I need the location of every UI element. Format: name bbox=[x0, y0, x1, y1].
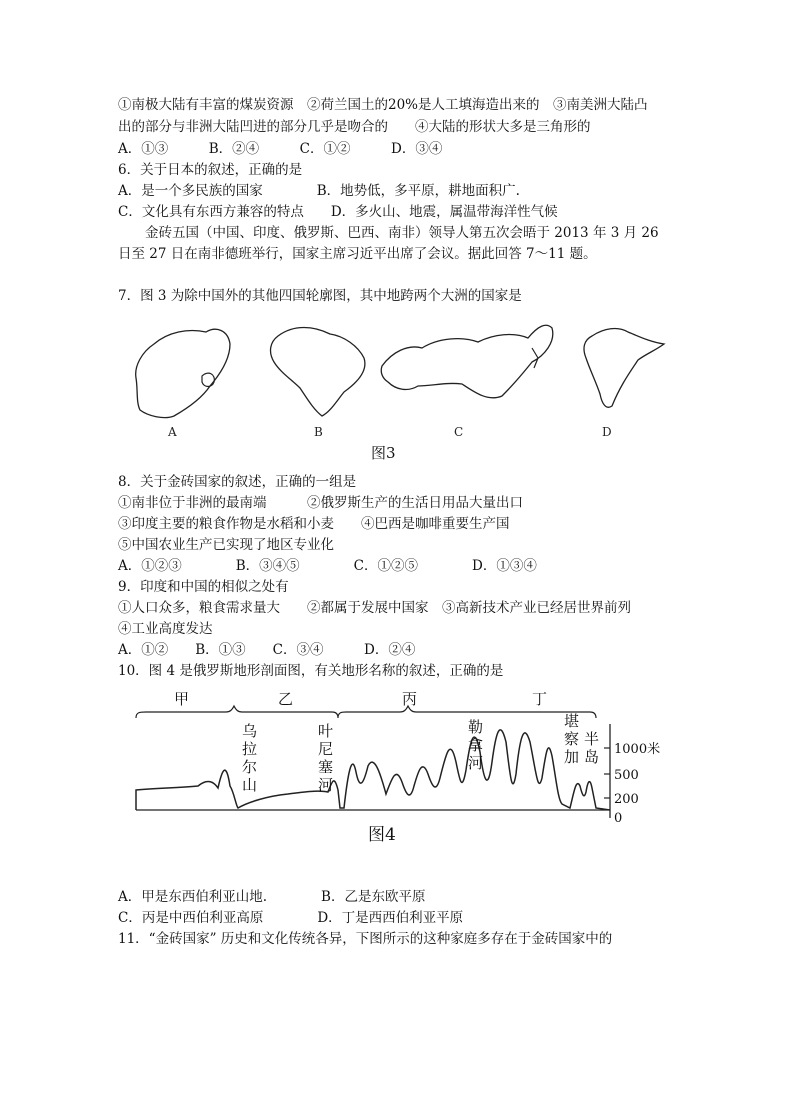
q10-stem: 10．图 4 是俄罗斯地形剖面图，有关地形名称的叙述，正确的是 bbox=[118, 663, 504, 679]
russia-outline bbox=[381, 325, 553, 398]
lena-label-char1: 勒 bbox=[468, 718, 484, 736]
fig3-label-c: C bbox=[454, 425, 464, 439]
q5-options: A．①③ B．②④ C．①② D．③④ bbox=[118, 141, 443, 157]
q6-options-ab: A．是一个多民族的国家 B．地势低，多平原，耕地面积广. bbox=[118, 183, 520, 199]
kamchatka-label-b-char2: 岛 bbox=[584, 748, 600, 766]
q8-statements-line2: ③印度主要的粮食作物是水稻和小麦 ④巴西是咖啡重要生产国 bbox=[118, 516, 510, 532]
lena-label-char3: 河 bbox=[468, 754, 484, 772]
q9-options: A．①② B．①③ C．③④ D．②④ bbox=[118, 642, 416, 658]
fig3-caption: 图3 bbox=[371, 444, 396, 462]
q9-statements-line2: ④工业高度发达 bbox=[118, 621, 213, 637]
region-label-yi: 乙 bbox=[278, 690, 294, 708]
lesotho-outline bbox=[202, 373, 214, 386]
q10-options-ab: A．甲是东西伯利亚山地. B．乙是东欧平原 bbox=[118, 889, 426, 905]
kamchatka-label-b-char1: 半 bbox=[584, 730, 600, 748]
region-label-ding: 丁 bbox=[532, 690, 548, 708]
q5-statements-line1: ①南极大陆有丰富的煤炭资源 ②荷兰国土的20%是人工填海造出来的 ③南美洲大陆凸 bbox=[118, 97, 648, 113]
q6-stem: 6．关于日本的叙述，正确的是 bbox=[118, 162, 303, 178]
yenisei-label-char4: 河 bbox=[318, 776, 334, 794]
russia-island-sakhalin bbox=[532, 348, 538, 368]
brazil-outline bbox=[271, 328, 365, 417]
kamchatka-label-a-char2: 察 bbox=[564, 730, 580, 748]
lena-label-char2: 拿 bbox=[468, 736, 484, 754]
figure-4-russia-profile bbox=[118, 682, 678, 852]
ural-label-char2: 拉 bbox=[242, 740, 258, 758]
ural-label-char1: 乌 bbox=[242, 722, 258, 740]
ural-label-char3: 尔 bbox=[242, 758, 258, 776]
q10-options-cd: C．丙是中西伯利亚高原 D．丁是西西伯利亚平原 bbox=[118, 910, 464, 926]
q5-statements-line2: 出的部分与非洲大陆凹进的部分几乎是吻合的 ④大陆的形状大多是三角形的 bbox=[118, 119, 591, 135]
tick-label-1000: 1000米 bbox=[614, 742, 661, 757]
q11-stem: 11．“金砖国家” 历史和文化传统各异，下图所示的这种家庭多存在于金砖国家中的 bbox=[118, 931, 613, 947]
fig3-label-a: A bbox=[168, 425, 177, 439]
q7-stem: 7．图 3 为除中国外的其他四国轮廓图，其中地跨两个大洲的国家是 bbox=[118, 288, 522, 304]
yenisei-label-char2: 尼 bbox=[318, 740, 334, 758]
q8-stem: 8．关于金砖国家的叙述，正确的一组是 bbox=[118, 474, 357, 490]
region-label-bing: 丙 bbox=[402, 690, 418, 708]
yenisei-label-char1: 叶 bbox=[318, 722, 334, 740]
q9-statements-line1: ①人口众多，粮食需求量大 ②都属于发展中国家 ③高新技术产业已经居世界前列 bbox=[118, 600, 631, 616]
yenisei-label-char3: 塞 bbox=[318, 758, 334, 776]
tick-label-0: 0 bbox=[614, 811, 623, 826]
intro-line2: 日至 27 日在南非德班举行，国家主席习近平出席了会议。据此回答 7～11 题。 bbox=[118, 246, 597, 262]
fig3-label-b: B bbox=[314, 425, 323, 439]
region-label-jia: 甲 bbox=[174, 690, 190, 708]
kamchatka-label-a-char3: 加 bbox=[564, 748, 580, 766]
q8-statements-line1: ①南非位于非洲的最南端 ②俄罗斯生产的生活日用品大量出口 bbox=[118, 495, 523, 511]
south-africa-outline bbox=[136, 329, 230, 417]
q6-options-cd: C．文化具有东西方兼容的特点 D．多火山、地震，属温带海洋性气候 bbox=[118, 204, 558, 220]
kamchatka-label-a-char1: 堪 bbox=[564, 712, 580, 730]
ural-label-char4: 山 bbox=[242, 776, 258, 794]
q8-statements-line3: ⑤中国农业生产已实现了地区专业化 bbox=[118, 537, 334, 553]
intro-line1: 金砖五国（中国、印度、俄罗斯、巴西、南非）领导人第五次会晤于 2013 年 3 月 26 bbox=[118, 225, 659, 241]
terrain-profile bbox=[136, 730, 610, 810]
figure-3-country-outlines bbox=[118, 312, 678, 462]
region-brace bbox=[136, 706, 596, 718]
tick-label-200: 200 bbox=[614, 792, 639, 807]
fig4-caption: 图4 bbox=[368, 825, 396, 845]
q8-options: A．①②③ B．③④⑤ C．①②⑤ D．①③④ bbox=[118, 558, 537, 574]
fig3-label-d: D bbox=[602, 425, 612, 439]
tick-label-500: 500 bbox=[614, 768, 639, 783]
q9-stem: 9．印度和中国的相似之处有 bbox=[118, 579, 289, 595]
india-outline bbox=[584, 329, 664, 408]
